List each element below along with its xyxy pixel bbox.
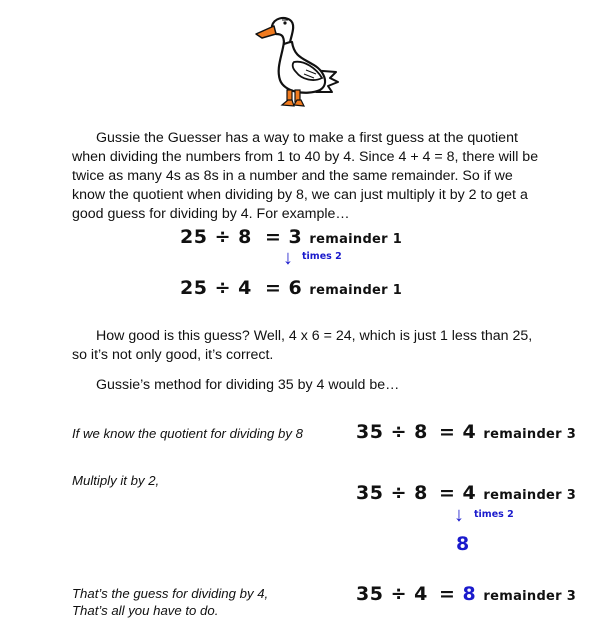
- equals-sign: =: [438, 583, 456, 605]
- equals-sign: =: [438, 421, 456, 443]
- quotient: 6: [288, 277, 303, 299]
- divide-sign: ÷: [214, 277, 231, 299]
- remainder-label: remainder 3: [483, 427, 577, 442]
- remainder-label: remainder 1: [309, 283, 403, 298]
- example-equation-row-2: [180, 277, 402, 299]
- dividend: 35: [356, 421, 384, 443]
- divide-sign: ÷: [390, 421, 407, 443]
- divisor: 4: [238, 277, 252, 299]
- times-two-label: times 2: [302, 251, 342, 262]
- dividend: 35: [356, 482, 384, 504]
- quotient: 4: [462, 421, 477, 443]
- step-3-text: [72, 585, 268, 619]
- remainder-label: remainder 3: [483, 488, 577, 503]
- dividend: 25: [180, 277, 208, 299]
- intro-line: Gussie the Guesser has a way to make a first guess at the quotient: [96, 130, 518, 146]
- step-3-equation: [356, 583, 576, 605]
- dividend: 35: [356, 583, 384, 605]
- intro-line: twice as many 4s as 8s in a number and the same remainder. So if we: [72, 168, 513, 184]
- divide-sign: ÷: [390, 482, 407, 504]
- down-arrow-icon: ↓: [283, 247, 293, 269]
- divisor: 8: [414, 421, 428, 443]
- intro-paragraph: [72, 129, 602, 224]
- intro-line: good guess for dividing by 4. For example…: [72, 206, 350, 222]
- step-2-text: Multiply it by 2,: [72, 473, 160, 488]
- example-equation-row-1: [180, 226, 402, 248]
- quotient: 4: [462, 482, 477, 504]
- divisor: 8: [238, 226, 252, 248]
- equals-sign: =: [264, 277, 282, 299]
- step-3-line: That’s the guess for dividing by 4,: [72, 586, 269, 601]
- remainder-label: remainder 1: [309, 232, 403, 247]
- step-1-equation: [356, 421, 576, 443]
- dividend: 25: [180, 226, 208, 248]
- remainder-label: remainder 3: [483, 589, 577, 604]
- method-intro: Gussie’s method for dividing 35 by 4 would be…: [96, 377, 400, 393]
- check-paragraph: [72, 327, 602, 365]
- divide-sign: ÷: [390, 583, 407, 605]
- step-1-text: If we know the quotient for dividing by 8: [72, 426, 303, 441]
- divisor: 8: [414, 482, 428, 504]
- equals-sign: =: [438, 482, 456, 504]
- times-two-label: times 2: [474, 509, 514, 520]
- check-line: How good is this guess? Well, 4 x 6 = 24, which is just 1 less than 25,: [96, 328, 533, 344]
- divisor: 4: [414, 583, 428, 605]
- intro-line: know the quotient when dividing by 8, we can just multiply it by 2 to get a: [72, 187, 528, 203]
- check-line: so it’s not only good, it’s correct.: [72, 347, 274, 363]
- step-2-result: 8: [456, 533, 470, 555]
- divide-sign: ÷: [214, 226, 231, 248]
- equals-sign: =: [264, 226, 282, 248]
- intro-line: when dividing the numbers from 1 to 40 by 4. Since 4 + 4 = 8, there will be: [72, 149, 539, 165]
- step-3-line: That’s all you have to do.: [72, 603, 219, 618]
- quotient: 8: [462, 583, 477, 605]
- quotient: 3: [288, 226, 303, 248]
- goose-illustration: [250, 12, 342, 108]
- down-arrow-icon: ↓: [454, 504, 464, 526]
- step-2-equation: [356, 482, 576, 504]
